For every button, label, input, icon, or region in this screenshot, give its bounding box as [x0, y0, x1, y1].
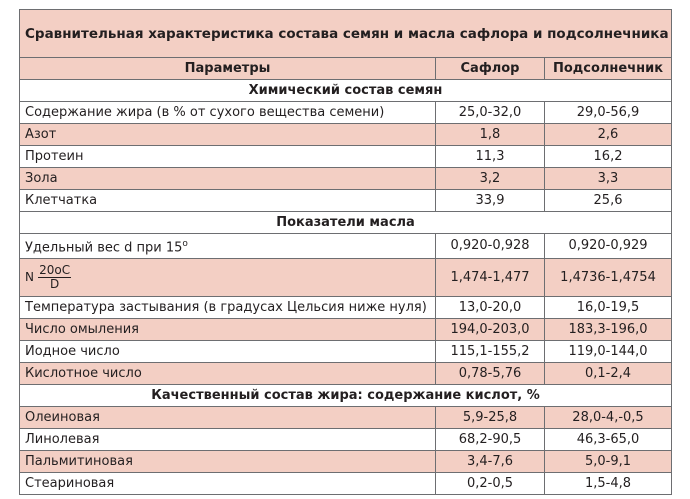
row-sunflower-value: 2,6 — [545, 124, 672, 146]
table-row — [20, 259, 672, 297]
row-param: Олеиновая — [20, 407, 436, 429]
row-sunflower-value: 16,2 — [545, 146, 672, 168]
row-safflower-value: 33,9 — [436, 190, 545, 212]
row-safflower-value: 11,3 — [436, 146, 545, 168]
header-safflower: Сафлор — [436, 58, 545, 80]
row-safflower-value: 1,474-1,477 — [436, 259, 545, 297]
table-row — [20, 168, 672, 190]
row-sunflower-value: 183,3-196,0 — [545, 319, 672, 341]
row-param: Температура застывания (в градусах Цельсия ниже нуля) — [20, 297, 436, 319]
comparison-table-container — [19, 9, 671, 495]
table-row — [20, 234, 672, 259]
row-sunflower-value: 25,6 — [545, 190, 672, 212]
row-sunflower-value: 119,0-144,0 — [545, 341, 672, 363]
row-sunflower-value: 0,1-2,4 — [545, 363, 672, 385]
row-sunflower-value: 29,0-56,9 — [545, 102, 672, 124]
row-safflower-value: 0,2-0,5 — [436, 473, 545, 495]
row-sunflower-value: 0,920-0,929 — [545, 234, 672, 259]
header-parameters: Параметры — [20, 58, 436, 80]
table-row — [20, 473, 672, 495]
row-safflower-value: 0,920-0,928 — [436, 234, 545, 259]
section-title-fatty-acids: Качественный состав жира: содержание кислот, % — [20, 385, 672, 407]
table-row — [20, 146, 672, 168]
table-title: Сравнительная характеристика состава семян и масла сафлора и подсолнечника — [20, 10, 672, 58]
row-sunflower-value: 28,0-4,-0,5 — [545, 407, 672, 429]
row-param: Линолевая — [20, 429, 436, 451]
table-row — [20, 297, 672, 319]
row-param: Азот — [20, 124, 436, 146]
row-safflower-value: 194,0-203,0 — [436, 319, 545, 341]
table-row — [20, 429, 672, 451]
row-param: Зола — [20, 168, 436, 190]
row-safflower-value: 3,2 — [436, 168, 545, 190]
section-title-oil-indicators: Показатели масла — [20, 212, 672, 234]
table-header-row — [20, 58, 672, 80]
row-sunflower-value: 1,4736-1,4754 — [545, 259, 672, 297]
row-safflower-value: 115,1-155,2 — [436, 341, 545, 363]
section-row — [20, 212, 672, 234]
table-row — [20, 363, 672, 385]
row-sunflower-value: 3,3 — [545, 168, 672, 190]
row-safflower-value: 25,0-32,0 — [436, 102, 545, 124]
row-safflower-value: 3,4-7,6 — [436, 451, 545, 473]
row-param — [20, 234, 436, 259]
table-row — [20, 124, 672, 146]
table-row — [20, 451, 672, 473]
param-text: Удельный вес d при 15 — [25, 240, 183, 256]
row-safflower-value: 13,0-20,0 — [436, 297, 545, 319]
table-row — [20, 190, 672, 212]
section-row — [20, 385, 672, 407]
row-sunflower-value: 16,0-19,5 — [545, 297, 672, 319]
header-sunflower: Подсолнечник — [545, 58, 672, 80]
refraction-symbol: N — [25, 270, 34, 285]
row-param: Стеариновая — [20, 473, 436, 495]
fraction-numerator: 20оС — [39, 263, 71, 278]
row-safflower-value: 1,8 — [436, 124, 545, 146]
table-row — [20, 319, 672, 341]
row-param: Содержание жира (в % от сухого вещества семени) — [20, 102, 436, 124]
fraction-denominator: D — [50, 277, 60, 292]
row-sunflower-value: 46,3-65,0 — [545, 429, 672, 451]
row-safflower-value: 68,2-90,5 — [436, 429, 545, 451]
row-param: Клетчатка — [20, 190, 436, 212]
table-row — [20, 341, 672, 363]
row-sunflower-value: 1,5-4,8 — [545, 473, 672, 495]
table-row — [20, 102, 672, 124]
row-param: Иодное число — [20, 341, 436, 363]
row-param: Пальмитиновая — [20, 451, 436, 473]
row-param: Число омыления — [20, 319, 436, 341]
row-param: Кислотное число — [20, 363, 436, 385]
row-param: Протеин — [20, 146, 436, 168]
refraction-fraction — [38, 264, 71, 291]
row-safflower-value: 5,9-25,8 — [436, 407, 545, 429]
table-title-row — [20, 10, 672, 58]
row-sunflower-value: 5,0-9,1 — [545, 451, 672, 473]
section-row — [20, 80, 672, 102]
table-row — [20, 407, 672, 429]
row-safflower-value: 0,78-5,76 — [436, 363, 545, 385]
comparison-table — [19, 9, 672, 495]
degree-superscript: о — [182, 239, 188, 249]
section-title-seed-composition: Химический состав семян — [20, 80, 672, 102]
row-param — [20, 259, 436, 297]
